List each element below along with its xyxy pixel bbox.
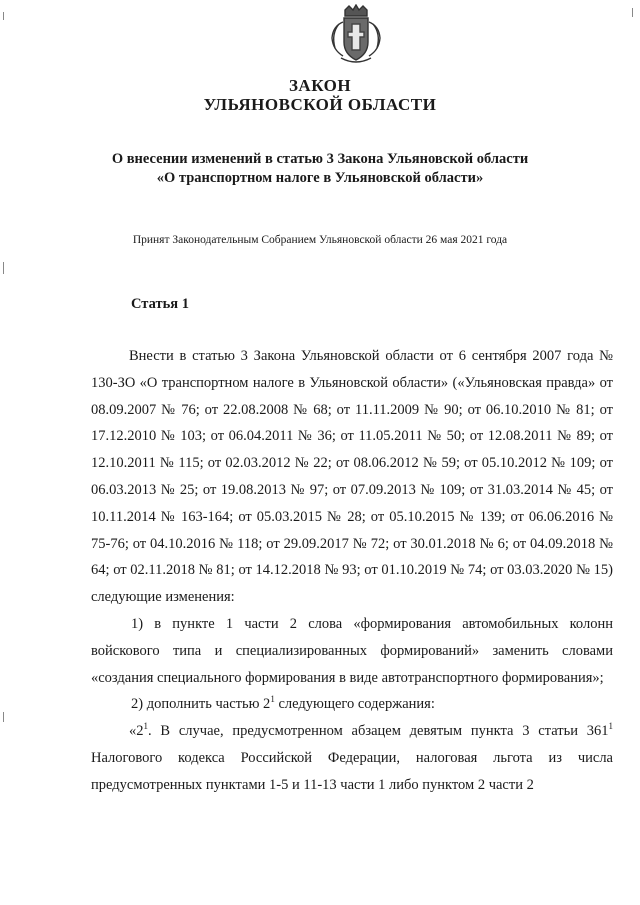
scan-mark-left — [3, 12, 4, 20]
scan-mark-right — [632, 8, 633, 17]
paragraph-item-2-text-b: следующего содержания: — [274, 696, 435, 713]
paragraph-item-2-text-a: 2) дополнить частью 2 — [131, 696, 271, 713]
superscript: 1 — [143, 721, 148, 732]
article-heading: Статья 1 — [131, 296, 189, 312]
quoted-text-b: . В случае, предусмотренном абзацем девятым пункта 3 статьи 361 — [148, 723, 609, 740]
scan-mark-left — [3, 712, 4, 722]
article-body — [91, 343, 613, 799]
superscript: 1 — [270, 694, 275, 705]
superscript: 1 — [608, 721, 613, 732]
quoted-text-c: Налогового кодекса Российской Федерации, налоговая льгота из числа предусмотренных пунктами 1-5 и 11-13 части 1 либо пунктом 2 части 2 — [91, 749, 613, 793]
coat-of-arms-icon — [327, 4, 385, 64]
document-title-line2: УЛЬЯНОВСКОЙ ОБЛАСТИ — [203, 95, 437, 114]
document-title-line1: ЗАКОН — [288, 76, 352, 95]
paragraph-item-2 — [91, 691, 613, 718]
paragraph-quoted-part — [91, 718, 613, 798]
document-subtitle-line1: О внесении изменений в статью 3 Закона Ульяновской области — [111, 151, 529, 167]
paragraph-amendment-intro: Внести в статью 3 Закона Ульяновской области от 6 сентября 2007 года № 130-ЗО «О транспортном налоге в Ульяновской области» («Ульяновская правда» от 08.09.2007 № 76; от 22.08.2008 № 68; от 11.11.2009 № 90; от 06.10.2010 № 81; от 17.12.2010 № 103; от 06.04.2011 № 36; от 11.05.2011 № 50; от 12.08.2011 № 89; от 12.10.2011 № 115; от 02.03.2012 № 22; от 08.06.2012 № 59; от 05.10.2012 № 109; от 06.03.2013 № 25; от 19.08.2013 № 97; от 07.09.2013 № 109; от 31.03.2014 № 45; от 10.11.2014 № 163-164; от 05.03.2015 № 28; от 05.10.2015 № 139; от 06.06.2016 № 75-76; от 04.10.2016 № 118; от 29.09.2017 № 72; от 30.01.2018 № 6; от 04.09.2018 № 64; от 02.11.2018 № 81; от 14.12.2018 № 93; от 01.10.2019 № 74; от 03.03.2020 № 15) следующие изменения: — [91, 348, 613, 606]
quoted-text-a: «2 — [129, 723, 144, 740]
adoption-note: Принят Законодательным Собранием Ульяновской области 26 мая 2021 года — [132, 234, 508, 246]
document-subtitle-line2: «О транспортном налоге в Ульяновской области» — [156, 170, 484, 186]
scan-mark-left — [3, 262, 4, 274]
paragraph-item-1: 1) в пункте 1 части 2 слова «формирования автомобильных колонн войскового типа и специализированных формирований» заменить словами «создания специального формирования в виде автотранспортного формирования»; — [91, 615, 613, 686]
